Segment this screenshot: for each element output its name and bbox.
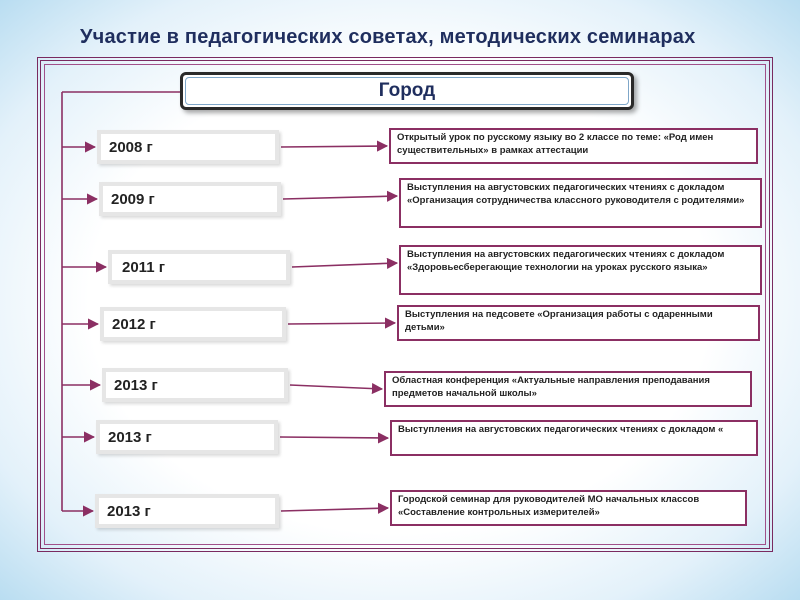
- year-box-2013-c: 2013 г: [95, 494, 279, 528]
- event-box-2009: Выступления на августовских педагогических чтениях с докладом «Организация сотрудничества классного руководителя с родителями»: [399, 178, 762, 228]
- event-box-2012: Выступления на педсовете «Организация работы с одаренными детьми»: [397, 305, 760, 341]
- event-box-2008: Открытый урок по русскому языку во 2 классе по теме: «Род имен существительных» в рамках аттестации: [389, 128, 758, 164]
- year-box-2008: 2008 г: [97, 130, 279, 164]
- event-box-2013-b: Выступления на августовских педагогических чтениях с докладом «: [390, 420, 758, 456]
- year-to-event-arrow-2011: [292, 263, 397, 267]
- city-box: [180, 72, 634, 110]
- year-to-event-arrow-2013-a: [290, 385, 382, 389]
- year-box-2013-b: 2013 г: [96, 420, 278, 454]
- year-box-2013-a: 2013 г: [102, 368, 288, 402]
- year-box-2012: 2012 г: [100, 307, 286, 341]
- year-to-event-arrow-2009: [283, 196, 397, 199]
- year-box-2009: 2009 г: [99, 182, 281, 216]
- event-box-2013-c: Городской семинар для руководителей МО начальных классов «Составление контрольных измерителей»: [390, 490, 747, 526]
- year-to-event-arrow-2013-c: [281, 508, 388, 511]
- year-to-event-arrow-2013-b: [280, 437, 388, 438]
- year-box-2011: 2011 г: [108, 250, 290, 284]
- event-box-2011: Выступления на августовских педагогических чтениях с докладом «Здоровьесберегающие технологии на уроках русского языка»: [399, 245, 762, 295]
- event-box-2013-a: Областная конференция «Актуальные направления преподавания предметов начальной школы»: [384, 371, 752, 407]
- year-to-event-arrow-2012: [288, 323, 395, 324]
- year-to-event-arrow-2008: [281, 146, 387, 147]
- slide-title: Участие в педагогических советах, методических семинарах: [80, 26, 696, 48]
- city-label: Город: [378, 80, 436, 101]
